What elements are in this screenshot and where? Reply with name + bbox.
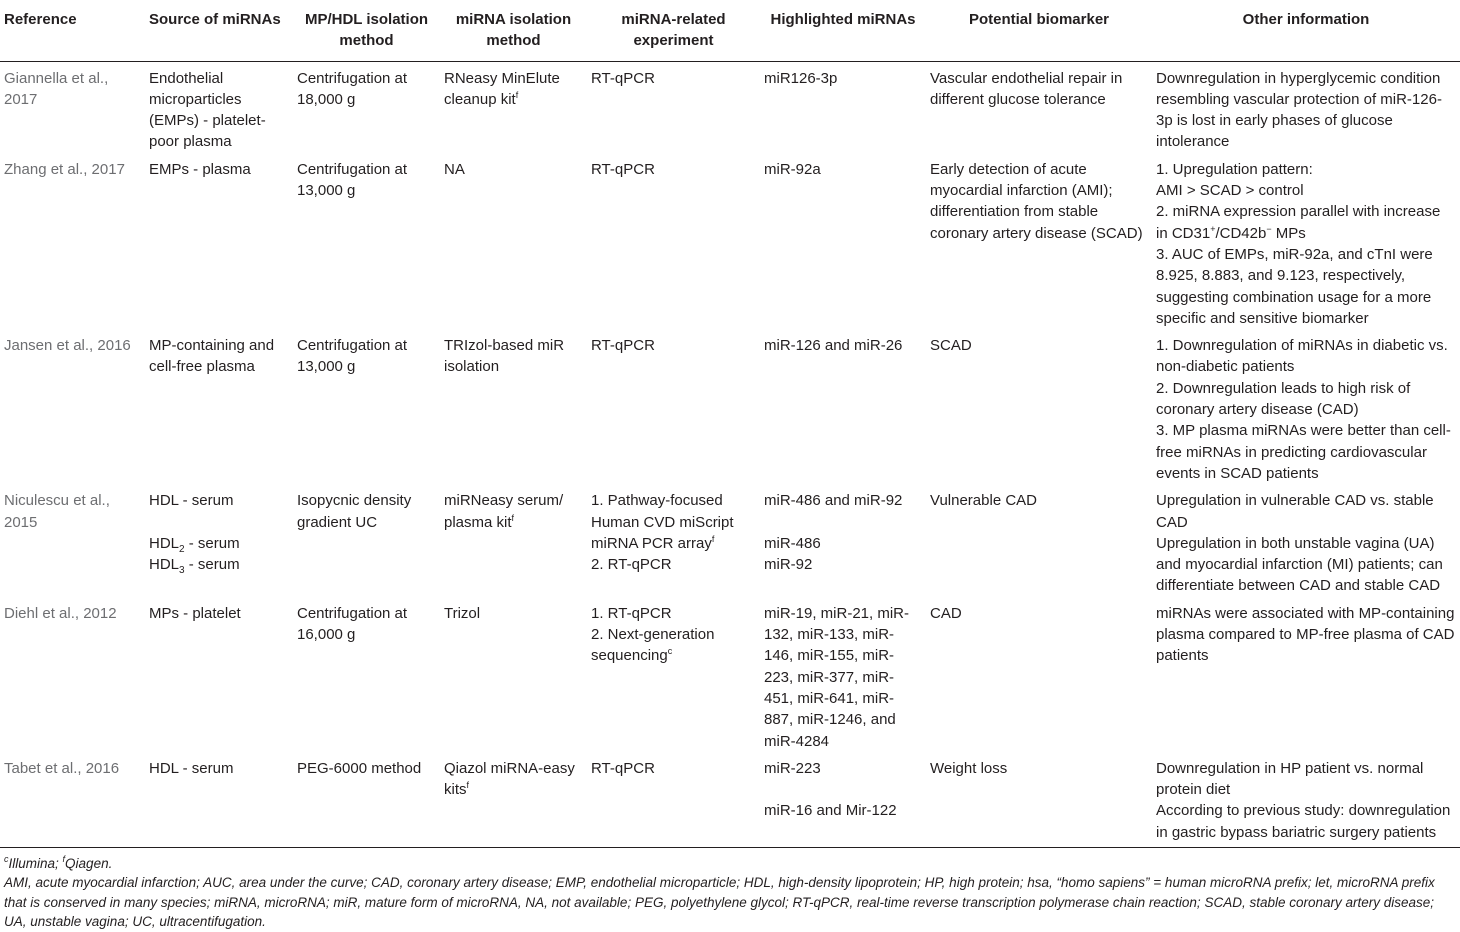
other-line: Upregulation in both unstable vagina (UA) and myocardial infarction (MI) patients; can differentiate between CAD and stable CAD [1156,534,1443,595]
cell-highlighted [760,752,926,848]
other-line: AMI > SCAD > control [1156,182,1304,200]
other-line: Downregulation in HP patient vs. normal protein diet [1156,759,1424,799]
highlighted-line: miR-486 and miR-92 [764,492,903,510]
cell-biomarker: Early detection of acute myocardial infarction (AMI); differentiation from stable coronary artery disease (SCAD) [930,160,1143,242]
other-line: 3. MP plasma miRNAs were better than cell-free miRNAs in predicting cardiovascular events in SCAD patients [1156,422,1451,482]
header-mp-isolation: MP/HDL isolation method [293,0,440,61]
table-row [0,752,1460,848]
cell-experiment: RT-qPCR [591,69,655,87]
table-footnotes [0,848,1460,932]
other-line: Upregulation in vulnerable CAD vs. stable CAD [1156,492,1434,531]
cell-highlighted: miR-19, miR-21, miR-132, miR-133, miR-146, miR-155, miR-223, miR-377, miR-451, miR-641, miR-887, miR-1246, and miR-4284 [764,604,910,750]
experiment-line: 2. Next-generation sequencing$^c$ [591,626,715,665]
source-line: $HDL_2$ - serum [149,534,240,555]
cell-mirna-isolation: TRIzol-based miR isolation [444,337,565,376]
cell-reference: Tabet et al., 2016 [0,752,145,848]
other-line: 2. miRNA expression parallel with increase in CD31+/CD42b− MPs [1156,203,1441,242]
other-line: 2. Downregulation leads to high risk of coronary artery disease (CAD) [1156,379,1411,419]
cell-biomarker: Weight loss [926,752,1152,848]
source-line: HDL - serum [149,492,234,510]
cell-highlighted [760,484,926,596]
cell-highlighted: miR-92a [764,160,821,178]
highlighted-line: miR-223 [764,759,821,777]
cell-mirna-isolation: NA [444,160,465,178]
cell-mirna-isolation: miRNeasy serum/ plasma kit$^f$ [444,492,564,531]
table-row [0,153,1460,329]
cell-experiment: RT-qPCR [591,337,655,355]
cell-reference: Zhang et al., 2017 [4,160,125,178]
cell-experiment [587,597,760,752]
header-highlighted: Highlighted miRNAs [760,0,926,61]
table-row [0,597,1460,752]
other-line: According to previous study: downregulation in gastric bypass bariatric surgery patients [1156,802,1451,841]
cell-other [1152,752,1460,848]
footnote-abbreviations: AMI, acute myocardial infarction; AUC, area under the curve; CAD, coronary artery disease; EMP, endothelial microparticle; HDL, high-density lipoprotein; HP, high protein; hsa, “homo sapiens” = human microRNA prefix; let, microRNA prefix that is conserved in many species; miRNA, microRNA; miR, mature form of microRNA, NA, not available; PEG, polyethylene glycol; RT-qPCR, real-time reverse transcription polymerase chain reaction; SCAD, stable coronary artery disease; UA, unstable vagina; UC, ultracentifugation. [4,875,1435,930]
cell-source: Endothelial microparticles (EMPs) - platelet-poor plasma [149,69,266,151]
cell-mp-isolation: Centrifugation at 16,000 g [297,604,408,644]
experiment-line: 1. Pathway-focused Human CVD miScript miRNA PCR array$^f$ [591,492,734,552]
cell-reference: Diehl et al., 2012 [4,604,117,622]
cell-other [1152,329,1460,484]
source-line: $HDL_3$ - serum [149,556,240,577]
header-other: Other information [1152,0,1460,61]
cell-other: Downregulation in hyperglycemic condition resembling vascular protection of miR-126-3p is lost in early phases of glucose intolerance [1156,69,1442,151]
footnote-sources: $^c$Illumina; $^f$Qiagen. [4,853,113,871]
experiment-line: 2. RT-qPCR [591,556,672,574]
cell-mp-isolation: PEG-6000 method [293,752,440,848]
cell-experiment [587,484,760,596]
other-line: 1. Upregulation pattern: [1156,160,1313,178]
cell-highlighted: miR-126 and miR-26 [764,337,903,355]
header-mirna-isolation: miRNA isolation method [440,0,587,61]
header-source: Source of miRNAs [145,0,293,61]
cell-mp-isolation: Centrifugation at 18,000 g [297,69,408,108]
highlighted-line: miR-92 [764,556,813,574]
cell-highlighted: miR126-3p [764,69,838,87]
cell-mirna-isolation: Qiazol miRNA-easy kits$^f$ [440,752,587,848]
cell-source: MPs - platelet [149,604,241,622]
cell-biomarker: Vascular endothelial repair in different glucose tolerance [930,69,1123,108]
cell-mirna-isolation: RNeasy MinElute cleanup kit$^f$ [444,69,560,108]
table-row [0,61,1460,153]
table-row [0,329,1460,484]
cell-experiment: RT-qPCR [591,160,655,178]
cell-reference: Jansen et al., 2016 [4,337,131,355]
highlighted-line: miR-16 and Mir-122 [764,802,897,820]
cell-biomarker: SCAD [930,337,972,355]
table-row [0,484,1460,596]
cell-experiment: RT-qPCR [587,752,760,848]
cell-source: MP-containing and cell-free plasma [149,337,275,376]
cell-reference: Giannella et al., 2017 [4,69,109,108]
header-biomarker: Potential biomarker [926,0,1152,61]
other-line: 3. AUC of EMPs, miR-92a, and cTnI were 8.925, 8.883, and 9.123, respectively, suggesting combination usage for a more specific and sensitive biomarker [1156,245,1433,327]
cell-source: EMPs - plasma [149,160,251,178]
cell-mirna-isolation: Trizol [444,604,481,622]
cell-reference: Niculescu et al., 2015 [4,492,110,531]
cell-mp-isolation: Isopycnic density gradient UC [297,492,412,531]
cell-biomarker: CAD [930,604,962,622]
experiment-line: 1. RT-qPCR [591,604,672,622]
header-experiment: miRNA-related experiment [587,0,760,61]
cell-source [145,484,293,596]
cell-mp-isolation: Centrifugation at 13,000 g [297,160,408,200]
highlighted-line: miR-486 [764,534,821,552]
table-header-row [0,0,1460,61]
header-reference: Reference [0,0,145,61]
other-line: 1. Downregulation of miRNAs in diabetic vs. non-diabetic patients [1156,337,1448,376]
cell-mp-isolation: Centrifugation at 13,000 g [297,337,408,376]
cell-biomarker: Vulnerable CAD [930,492,1037,510]
cell-other: miRNAs were associated with MP-containing plasma compared to MP-free plasma of CAD patients [1156,604,1455,665]
cell-other [1152,484,1460,596]
cell-other [1152,153,1460,329]
cell-source: HDL - serum [145,752,293,848]
